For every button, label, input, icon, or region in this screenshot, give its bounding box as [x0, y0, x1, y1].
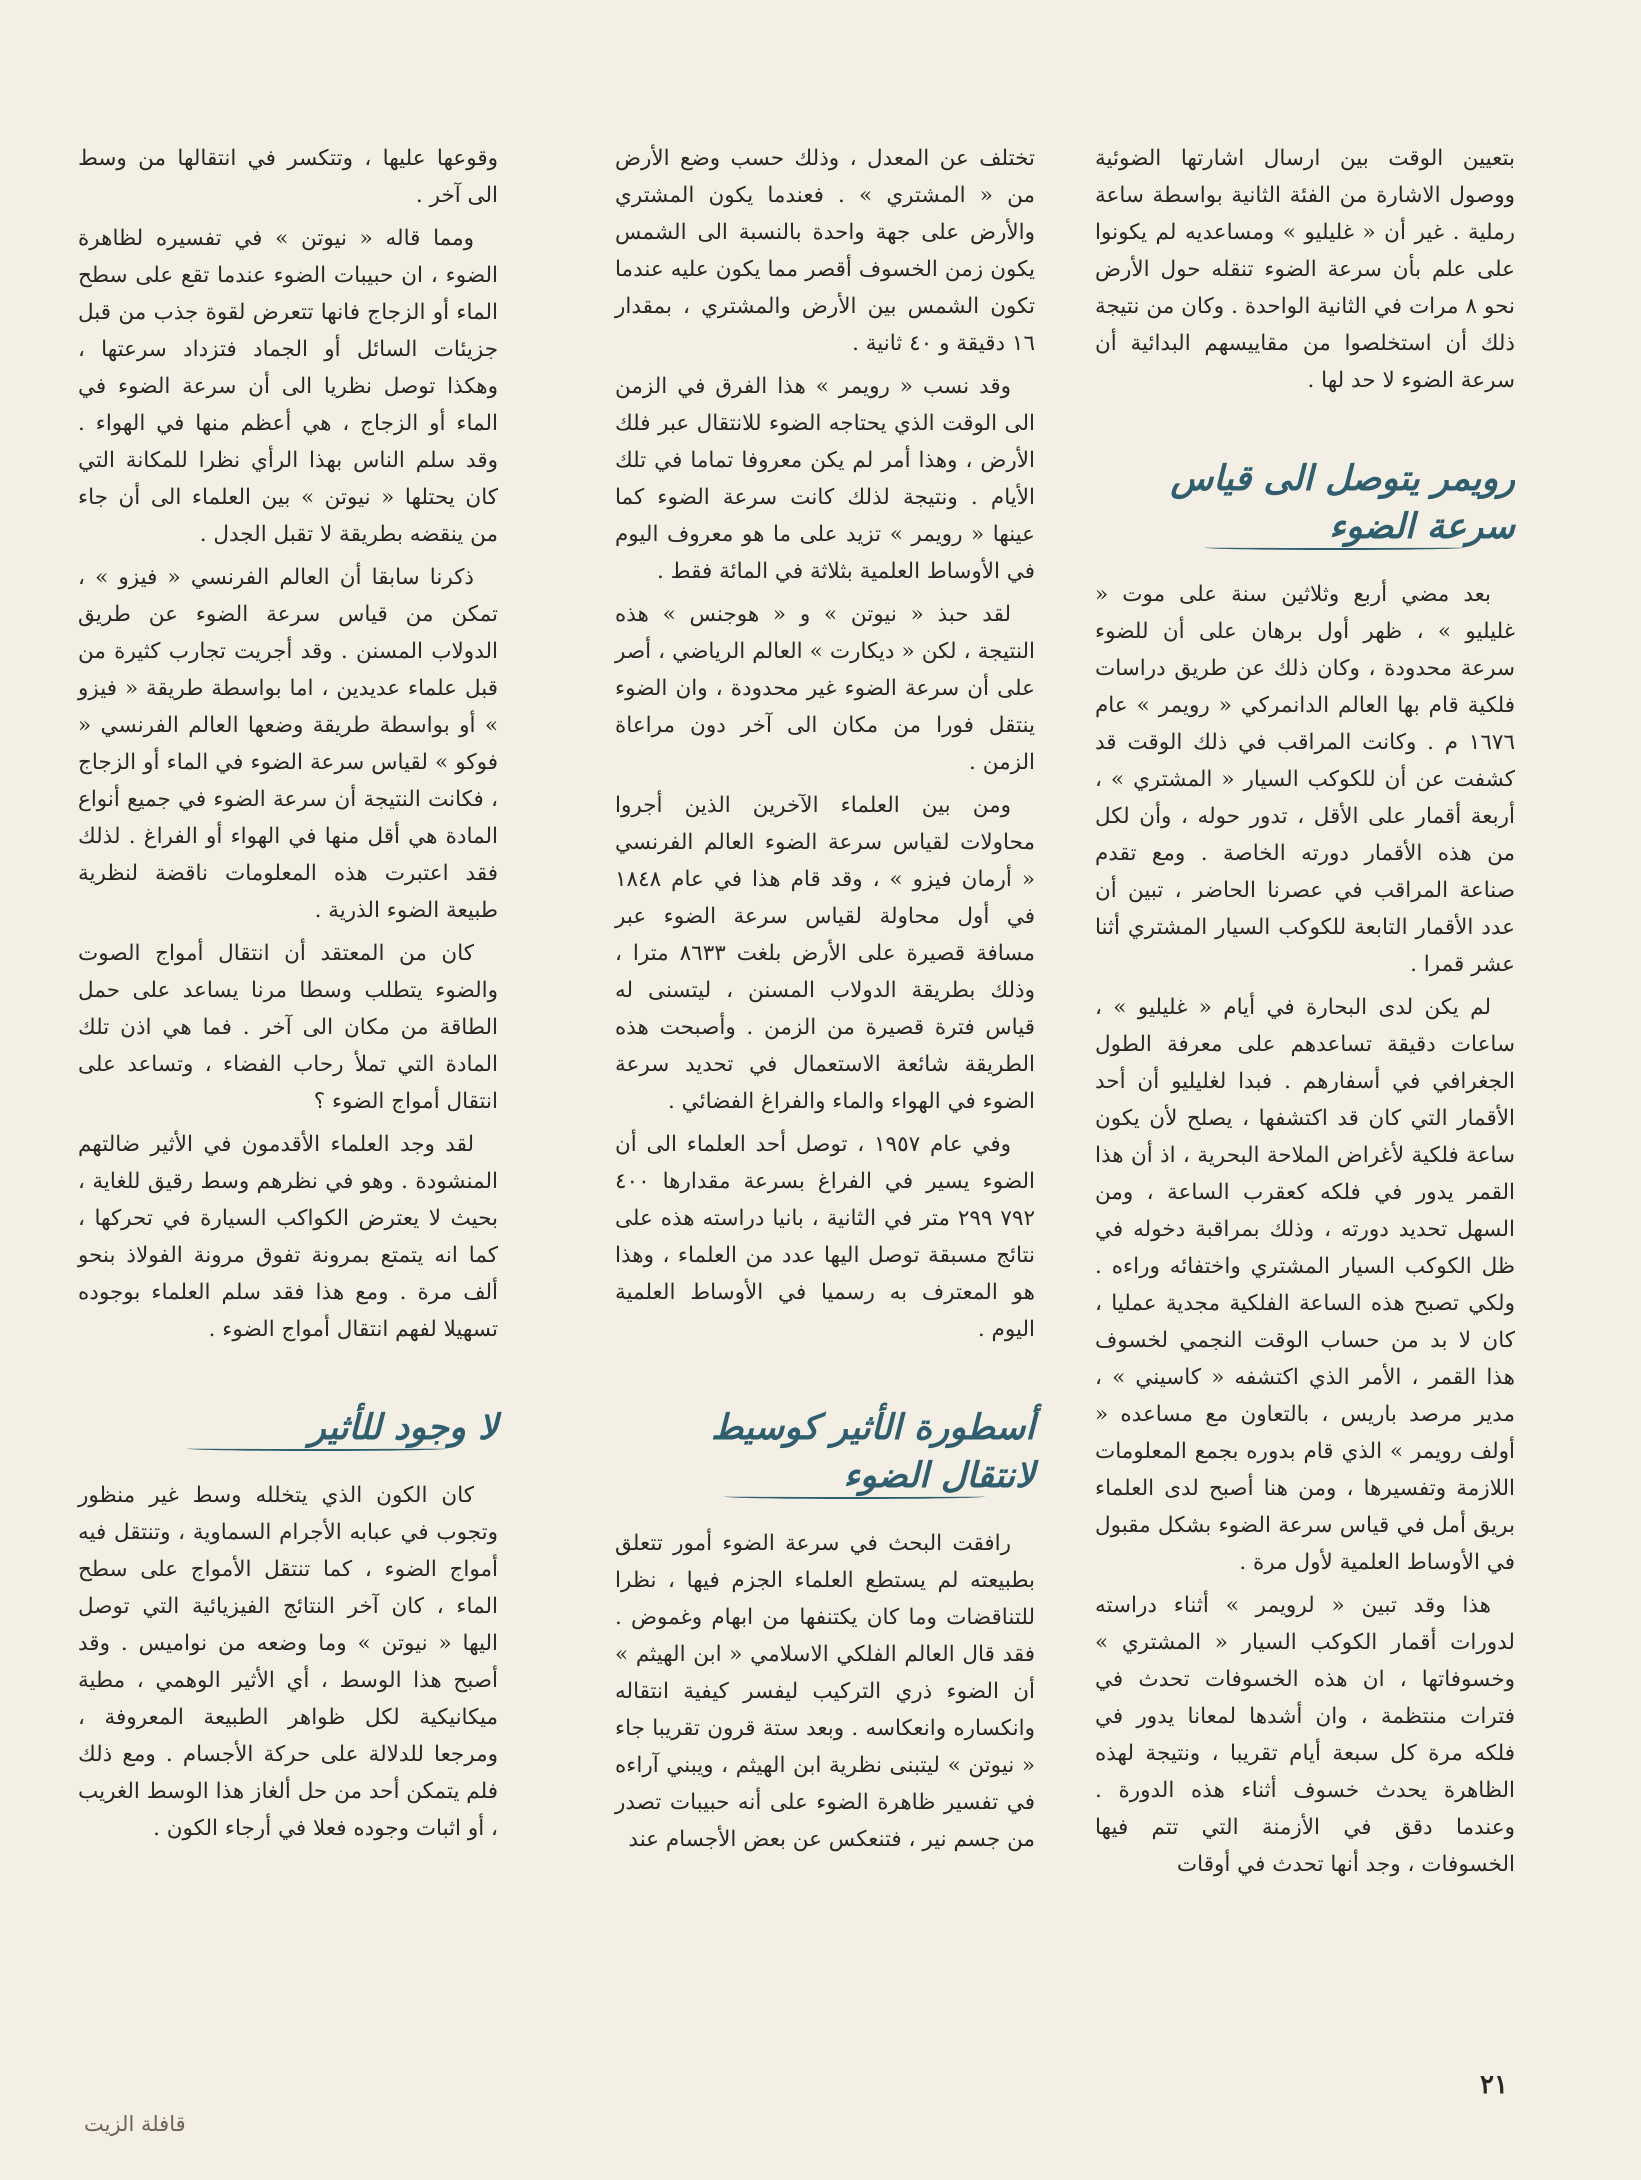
paragraph: تختلف عن المعدل ، وذلك حسب وضع الأرض من « المشتري » . فعندما يكون المشتري والأرض على جهة واحدة بالنسبة الى الشمس يكون زمن الخسوف أقصر مما يكون عليه عندما تكون الشمس بين الأرض والمشتري ، بمقدار ١٦ دقيقة و ٤٠ ثانية . [615, 146, 1035, 356]
paragraph: وفي عام ١٩٥٧ ، توصل أحد العلماء الى أن الضوء يسير في الفراغ بسرعة مقدارها ٤٠٠ ٧٩٢ ٢٩٩ متر في الثانية ، بانيا دراسته هذه على نتائج مسبقة توصل اليها عدد من العلماء ، وهذا هو المعترف به رسميا في الأوساط العلمية اليوم . [615, 1132, 1035, 1342]
article-column-middle [615, 140, 1035, 1864]
paragraph: رافقت البحث في سرعة الضوء أمور تتعلق بطبيعته لم يستطع العلماء الجزم فيها ، نظرا للتناقضات وما كان يكتنفها من ابهام وغموض . فقد قال العالم الفلكي الاسلامي « ابن الهيثم » أن الضوء ذري التركيب ليفسر كيفية انتقاله وانكساره وانعكاسه . وبعد ستة قرون تقريبا جاء « نيوتن » ليتبنى نظرية ابن الهيثم ، ويبني آراءه في تفسير ظاهرة الضوء على أنه حبيبات تصدر من جسم نير ، فتنعكس عن بعض الأجسام عند [615, 1531, 1035, 1852]
section-heading-ether-myth [615, 1404, 1035, 1499]
section-heading-no-ether [78, 1404, 498, 1451]
page-number: ٢١ [1480, 2070, 1508, 2100]
heading-text: أسطورة الأثير كوسيط لانتقال الضوء [711, 1407, 1035, 1496]
paragraph: بتعيين الوقت بين ارسال اشارتها الضوئية ووصول الاشارة من الفئة الثانية بواسطة ساعة رملية . غير أن « غليليو » ومساعديه لم يكونوا على علم بأن سرعة الضوء تنقله حول الأرض نحو ٨ مرات في الثانية الواحدة . وكان من نتيجة ذلك أن استخلصوا من مقاييسهم البدائية أن سرعة الضوء لا حد لها . [1095, 146, 1515, 393]
magazine-name-footer: قافلة الزيت [84, 2112, 186, 2136]
article-column-right [1095, 140, 1515, 1889]
paragraph: بعد مضي أربع وثلاثين سنة على موت « غليليو » ، ظهر أول برهان على أن للضوء سرعة محدودة ، وكان ذلك عن طريق دراسات فلكية قام بها العالم الدانمركي « رويمر » عام ١٦٧٦ م . وكانت المراقب في ذلك الوقت قد كشفت عن أن للكوكب السيار « المشتري » ، أربعة أقمار على الأقل ، تدور حوله ، وأن لكل من هذه الأقمار دورته الخاصة . ومع تقدم صناعة المراقب في عصرنا الحاضر ، تبين أن عدد الأقمار التابعة للكوكب السيار المشتري أثنا عشر قمرا . [1095, 582, 1515, 977]
heading-text: رويمر يتوصل الى قياس سرعة الضوء [1170, 458, 1515, 547]
paragraph: ذكرنا سابقا أن العالم الفرنسي « فيزو » ، تمكن من قياس سرعة الضوء عن طريق الدولاب المسنن . وقد أجريت تجارب كثيرة من قبل علماء عديدين ، اما بواسطة طريقة « فيزو » أو بواسطة طريقة وضعها العالم الفرنسي « فوكو » لقياس سرعة الضوء في الماء أو الزجاج ، فكانت النتيجة أن سرعة الضوء في جميع أنواع المادة هي أقل منها في الهواء أو الفراغ . لذلك فقد اعتبرت هذه المعلومات ناقضة لنظرية طبيعة الضوء الذرية . [78, 565, 498, 923]
paragraph: وقوعها عليها ، وتتكسر في انتقالها من وسط الى آخر . [78, 146, 498, 208]
paragraph: كان من المعتقد أن انتقال أمواج الصوت والضوء يتطلب وسطا مرنا يساعد على حمل الطاقة من مكان الى آخر . فما هي اذن تلك المادة التي تملأ رحاب الفضاء ، وتساعد على انتقال أمواج الضوء ؟ [78, 941, 498, 1114]
section-heading-roemer [1095, 455, 1515, 550]
paragraph: لقد وجد العلماء الأقدمون في الأثير ضالتهم المنشودة . وهو في نظرهم وسط رقيق للغاية ، بحيث لا يعترض الكواكب السيارة في تحركها ، كما انه يتمتع بمرونة تفوق مرونة الفولاذ بنحو ألف مرة . ومع هذا فقد سلم العلماء بوجوده تسهيلا لفهم انتقال أمواج الضوء . [78, 1132, 498, 1342]
paragraph: هذا وقد تبين « لرويمر » أثناء دراسته لدورات أقمار الكوكب السيار « المشتري » وخسوفاتها ، ان هذه الخسوفات تحدث في فترات منتظمة ، وان أشدها لمعانا يدور في فلكه مرة كل سبعة أيام تقريبا ، ونتيجة لهذه الظاهرة يحدث خسوف أثناء هذه الدورة . وعندما دقق في الأزمنة التي تتم فيها الخسوفات ، وجد أنها تحدث في أوقات [1095, 1593, 1515, 1877]
paragraph: لم يكن لدى البحارة في أيام « غليليو » ، ساعات دقيقة تساعدهم على معرفة الطول الجغرافي في أسفارهم . فبدا لغليليو أن أحد الأقمار التي كان قد اكتشفها ، يصلح لأن يكون ساعة فلكية لأغراض الملاحة البحرية ، اذ أن هذا القمر يدور في فلكه كعقرب الساعة ، ومن السهل تحديد دورته ، وذلك بمراقبة دخوله في ظل الكوكب السيار المشتري واختفائه وراءه . ولكي تصبح هذه الساعة الفلكية مجدية عمليا ، كان لا بد من حساب الوقت النجمي لخسوف هذا القمر ، الأمر الذي اكتشفه « كاسيني » ، مدير مرصد باريس ، بالتعاون مع مساعده « أولف رويمر » الذي قام بدوره بجمع المعلومات اللازمة وتفسيرها ، ومن هنا أصبح لدى العلماء بريق أمل في قياس سرعة الضوء بشكل مقبول في الأوساط العلمية لأول مرة . [1095, 995, 1515, 1575]
heading-text: لا وجود للأثير [308, 1407, 498, 1448]
paragraph: كان الكون الذي يتخلله وسط غير منظور وتجوب في عبابه الأجرام السماوية ، وتنتقل فيه أمواج الضوء ، كما تنتقل الأمواج على سطح الماء ، كان آخر النتائج الفيزيائية التي توصل اليها « نيوتن » وما وضعه من نواميس . وقد أصبح هذا الوسط ، أي الأثير الوهمي ، مطية ميكانيكية لكل ظواهر الطبيعة المعروفة ، ومرجعا للدلالة على حركة الأجسام . ومع ذلك فلم يتمكن أحد من حل ألغاز هذا الوسط الغريب ، أو اثبات وجوده فعلا في أرجاء الكون . [78, 1483, 498, 1841]
paragraph: لقد حبذ « نيوتن » و « هوجنس » هذه النتيجة ، لكن « ديكارت » العالم الرياضي ، أصر على أن سرعة الضوء غير محدودة ، وان الضوء ينتقل فورا من مكان الى آخر دون مراعاة الزمن . [615, 602, 1035, 775]
paragraph: وقد نسب « رويمر » هذا الفرق في الزمن الى الوقت الذي يحتاجه الضوء للانتقال عبر فلك الأرض ، وهذا أمر لم يكن معروفا تماما في تلك الأيام . ونتيجة لذلك كانت سرعة الضوء كما عينها « رويمر » تزيد على ما هو معروف اليوم في الأوساط العلمية بثلاثة في المائة فقط . [615, 374, 1035, 584]
paragraph: ومما قاله « نيوتن » في تفسيره لظاهرة الضوء ، ان حبيبات الضوء عندما تقع على سطح الماء أو الزجاج فانها تتعرض لقوة جذب من قبل جزيئات السائل أو الجماد فتزداد سرعتها ، وهكذا توصل نظريا الى أن سرعة الضوء في الماء أو الزجاج ، هي أعظم منها في الهواء . وقد سلم الناس بهذا الرأي نظرا للمكانة التي كان يحتلها « نيوتن » بين العلماء الى أن جاء من ينقضه بطريقة لا تقبل الجدل . [78, 226, 498, 547]
paragraph: ومن بين العلماء الآخرين الذين أجروا محاولات لقياس سرعة الضوء العالم الفرنسي « أرمان فيزو » ، وقد قام هذا في عام ١٨٤٨ في أول محاولة لقياس سرعة الضوء عبر مسافة قصيرة على الأرض بلغت ٨٦٣٣ مترا ، وذلك بطريقة الدولاب المسنن ، ليتسنى له قياس فترة قصيرة من الزمن . وأصبحت هذه الطريقة شائعة الاستعمال في تحديد سرعة الضوء في الهواء والماء والفراغ الفضائي . [615, 793, 1036, 1114]
article-column-left [78, 140, 498, 1853]
